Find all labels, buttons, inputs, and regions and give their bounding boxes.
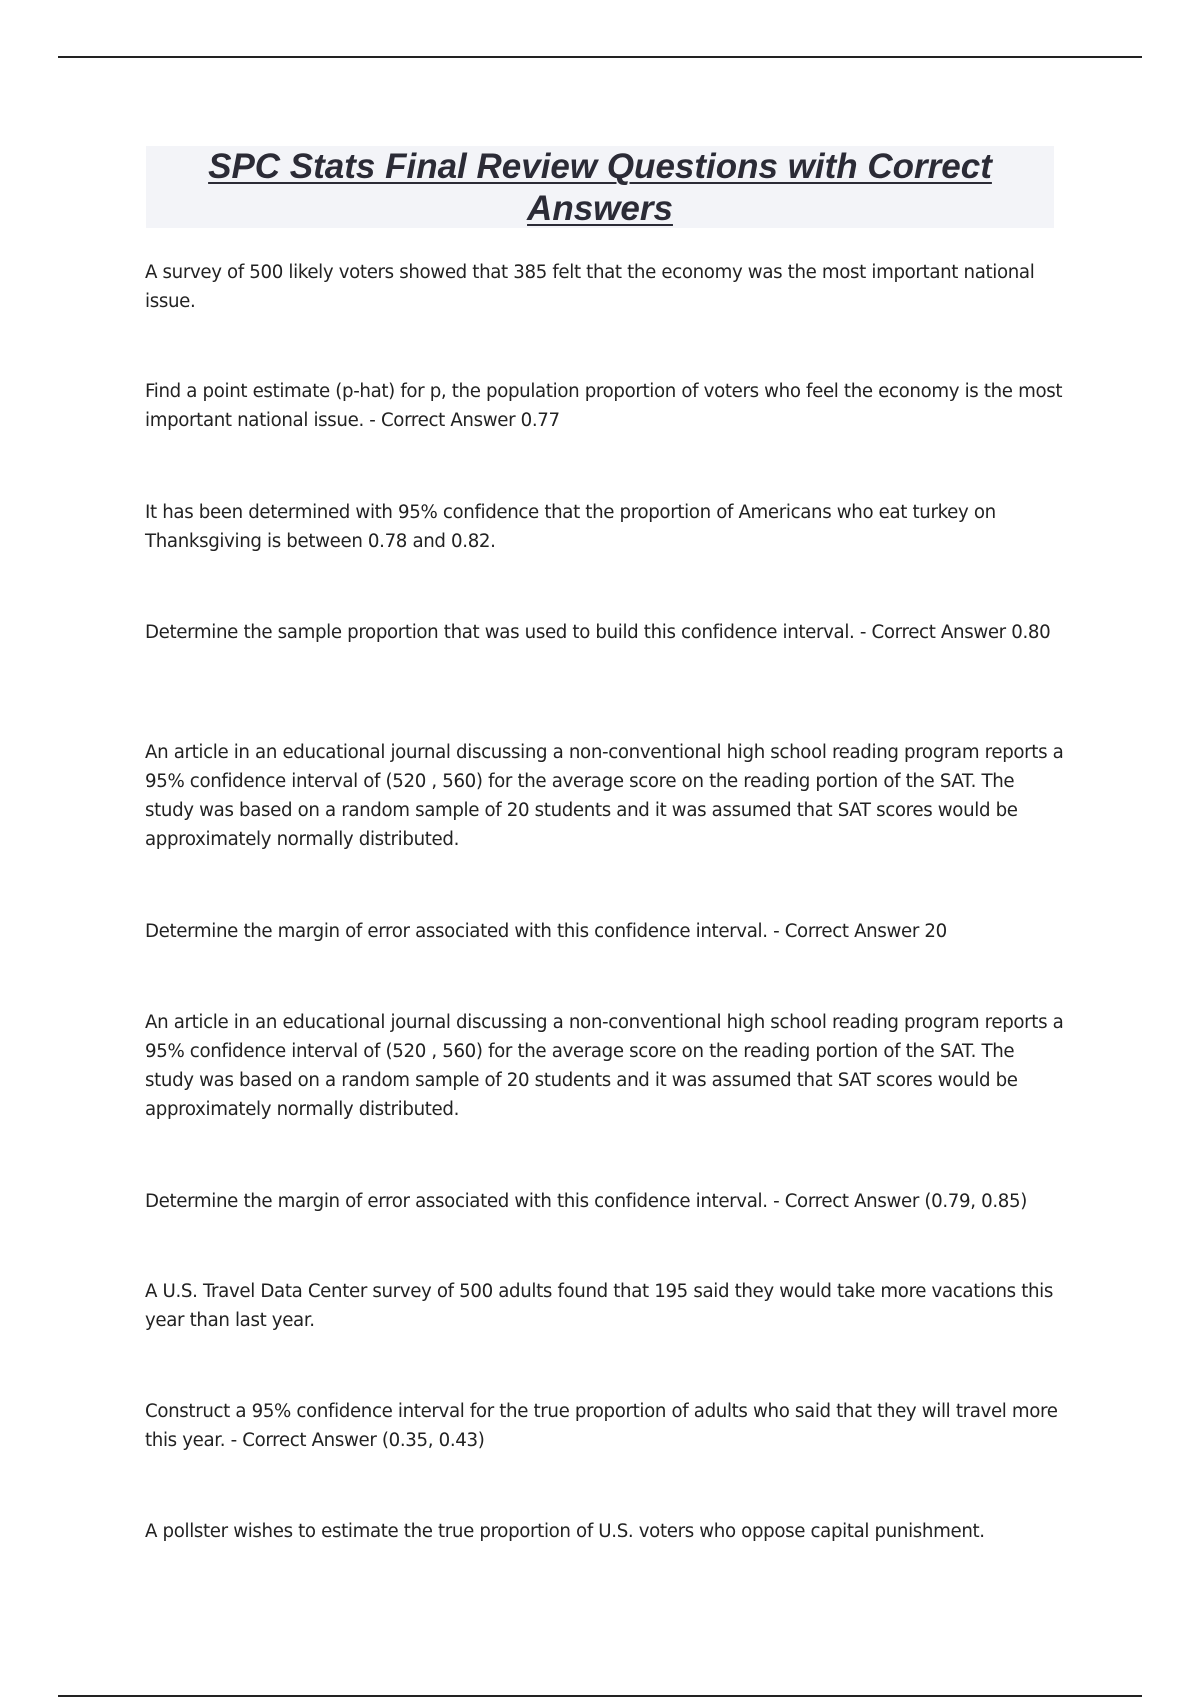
paragraph-9: A U.S. Travel Data Center survey of 500 adults found that 195 said they would take more vacations this year than last year. bbox=[145, 1281, 1053, 1331]
paragraph-7: An article in an educational journal discussing a non-conventional high school reading program reports a 95% confidence interval of (520 , 560) for the average score on the reading portion of the SAT. The study was based on a random sample of 20 students and it was assumed that SAT scores would be approximately normally distributed. bbox=[145, 1012, 1064, 1120]
top-rule bbox=[58, 56, 1142, 58]
paragraph-11: A pollster wishes to estimate the true proportion of U.S. voters who oppose capital punishment. bbox=[145, 1521, 985, 1542]
paragraph-10: Construct a 95% confidence interval for the true proportion of adults who said that they will travel more this year. - Correct Answer (0.35, 0.43) bbox=[145, 1401, 1058, 1451]
document-title: SPC Stats Final Review Questions with Correct Answers bbox=[208, 147, 992, 228]
paragraph-5: An article in an educational journal discussing a non-conventional high school reading program reports a 95% confidence interval of (520 , 560) for the average score on the reading portion of the SAT. The study was based on a random sample of 20 students and it was assumed that SAT scores would be approximately normally distributed. bbox=[145, 742, 1064, 850]
paragraph-8: Determine the margin of error associated with this confidence interval. - Correct Answer (0.79, 0.85) bbox=[145, 1191, 1027, 1212]
bottom-rule bbox=[58, 1695, 1142, 1697]
paragraph-2: Find a point estimate (p-hat) for p, the population proportion of voters who feel the economy is the most important national issue. - Correct Answer 0.77 bbox=[145, 381, 1063, 431]
paragraph-3: It has been determined with 95% confidence that the proportion of Americans who eat turkey on Thanksgiving is between 0.78 and 0.82. bbox=[145, 502, 996, 552]
title-banner bbox=[146, 146, 1054, 228]
paragraph-6: Determine the margin of error associated with this confidence interval. - Correct Answer 20 bbox=[145, 921, 947, 942]
paragraph-4: Determine the sample proportion that was used to build this confidence interval. - Correct Answer 0.80 bbox=[145, 622, 1051, 643]
paragraph-1: A survey of 500 likely voters showed that 385 felt that the economy was the most important national issue. bbox=[145, 262, 1035, 312]
